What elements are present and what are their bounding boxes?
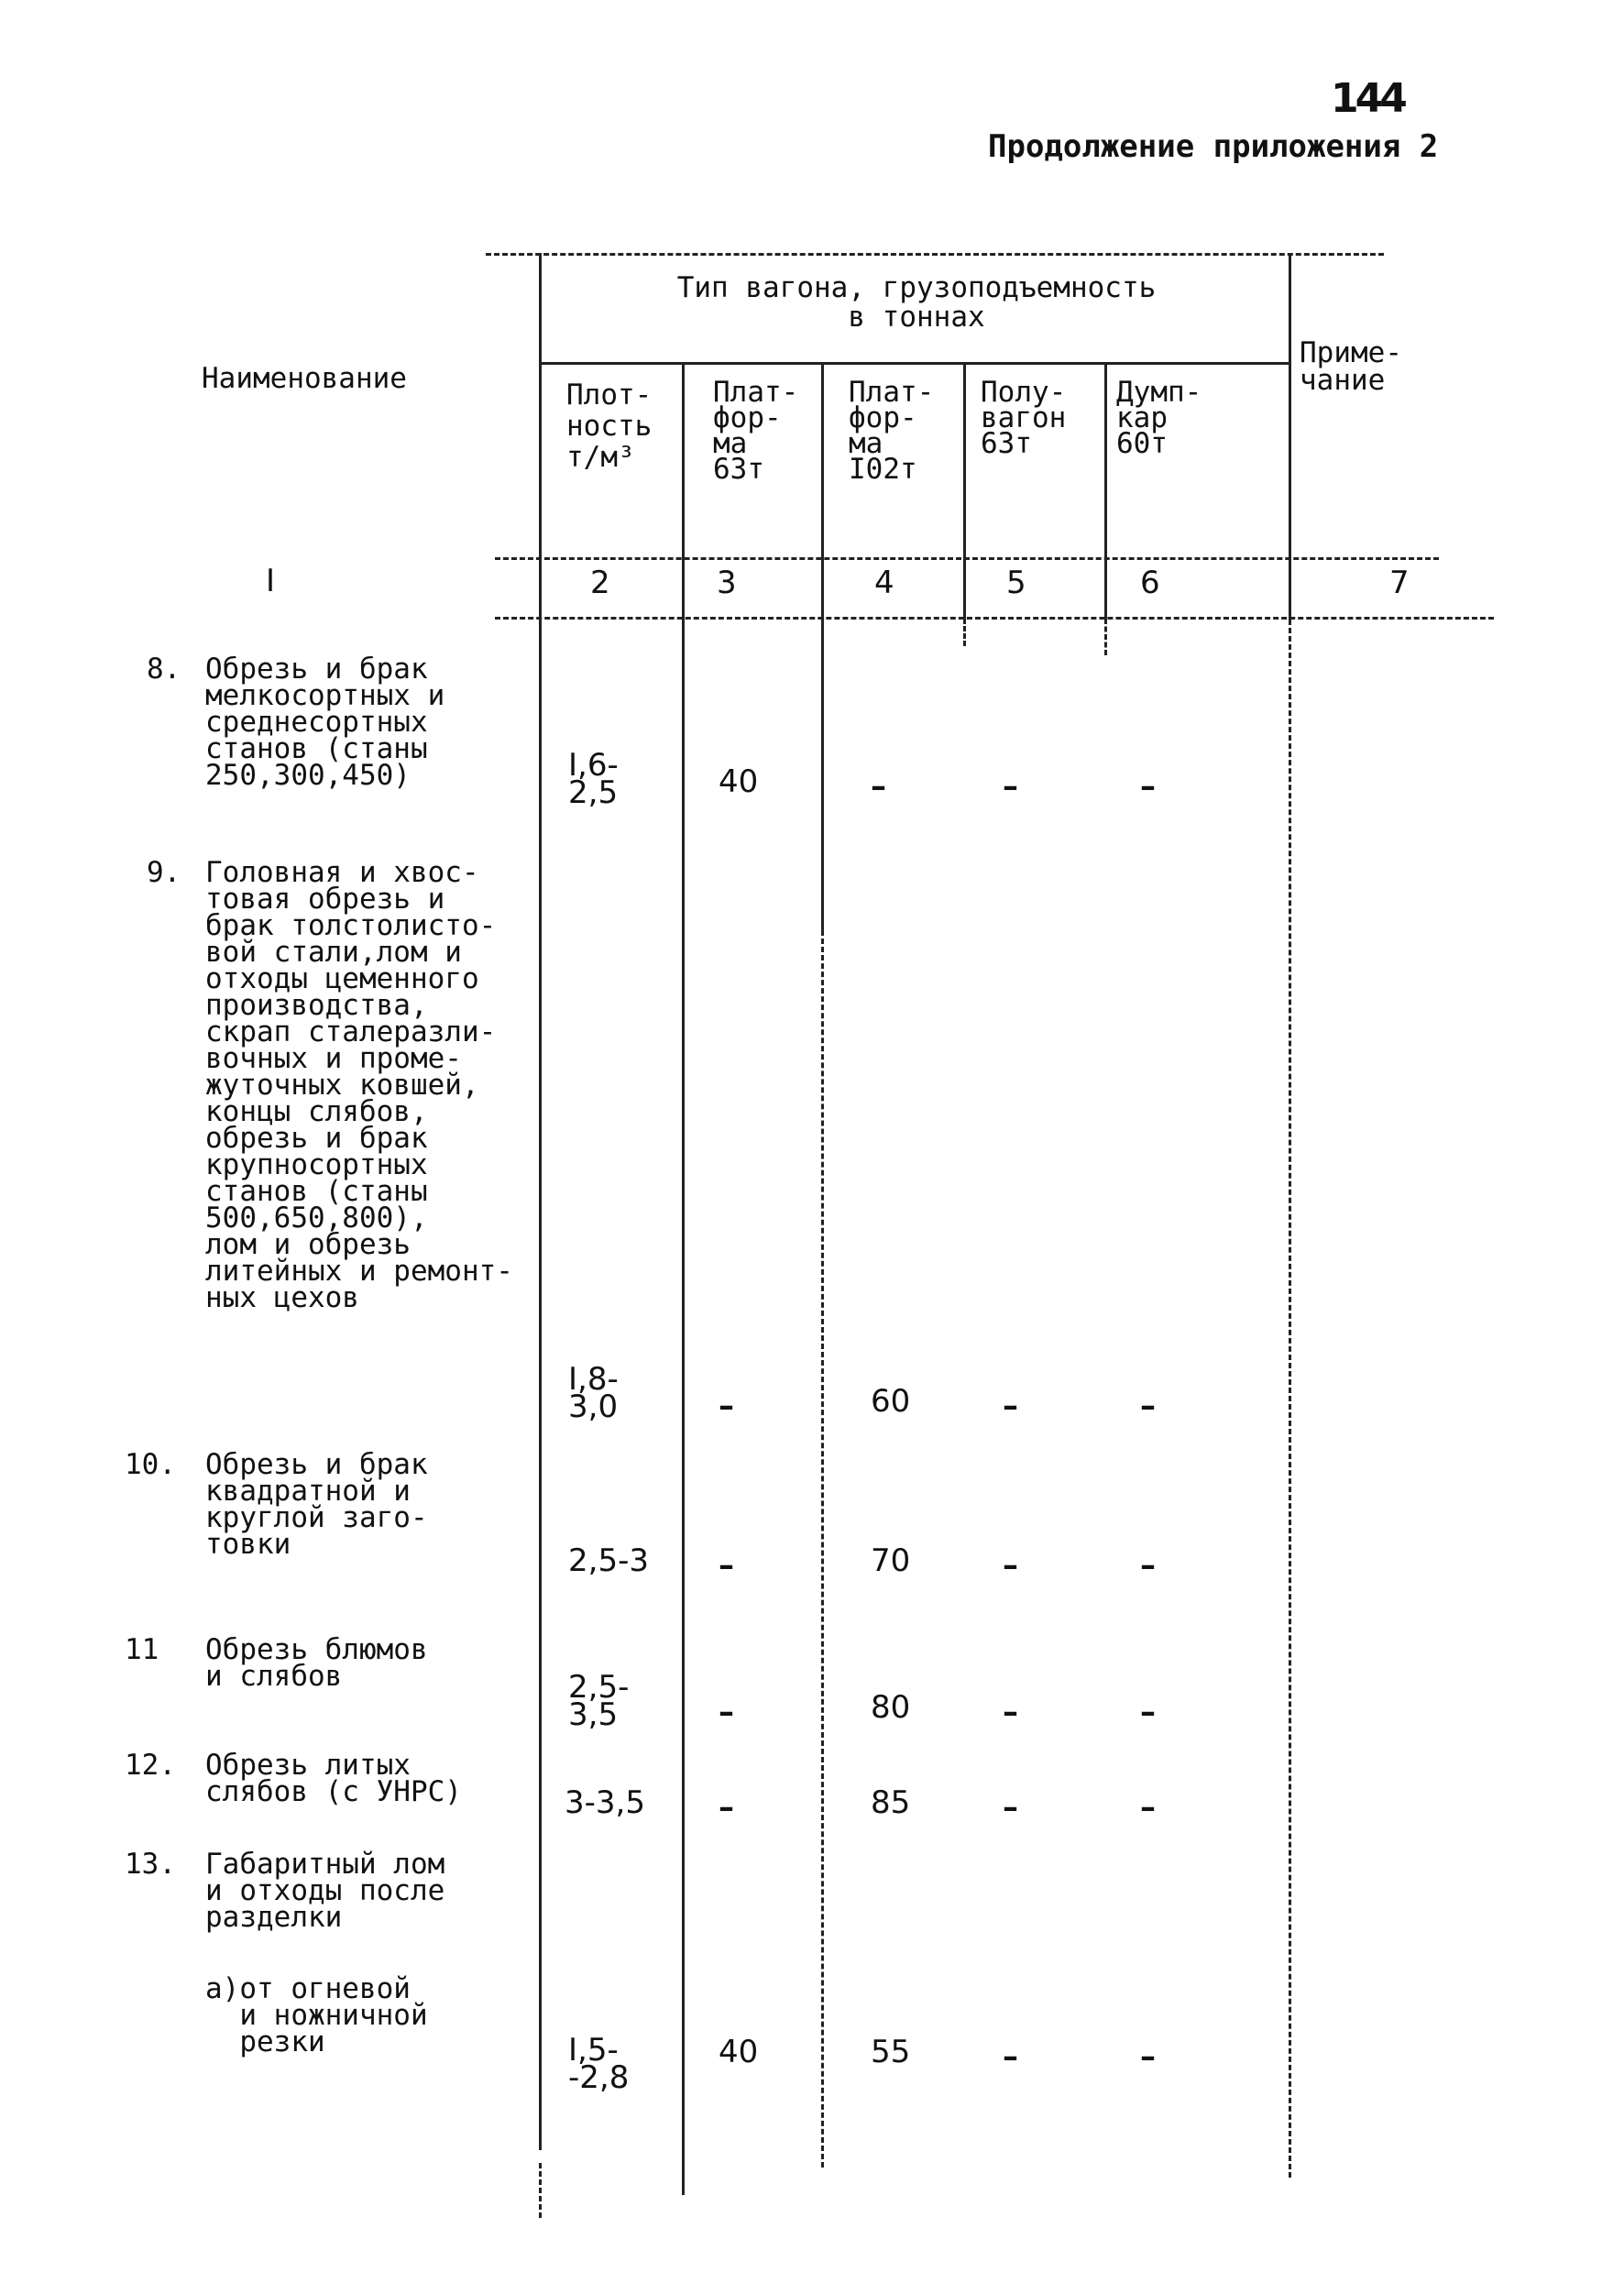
column-header-note: Приме- чание bbox=[1300, 336, 1402, 397]
row-8-density: I,6- 2,5 bbox=[568, 747, 619, 811]
row-11-dumpcar-60: – bbox=[1140, 1694, 1156, 1730]
row-9-name: Головная и хвос- товая обрезь и брак толстолисто- вой стали,лом и отходы цеменного производства, скрап сталеразли- вочных и проме- жуточных ковшей, концы слябов, обрезь и брак крупносортных станов (станы 500,650,800), лом и обрезь литейных и ремонт- ных цехов bbox=[205, 856, 513, 1314]
column-divider-6 bbox=[1289, 253, 1291, 620]
column-number-5: 5 bbox=[1006, 565, 1026, 601]
column-number-7: 7 bbox=[1389, 565, 1410, 601]
column-divider-5 bbox=[1104, 362, 1107, 619]
row-13a-platform-102: 55 bbox=[871, 2034, 911, 2070]
row-10-gondola-63: – bbox=[1003, 1547, 1018, 1584]
column-header-gondola-63: Полу- вагон 63т bbox=[981, 376, 1067, 460]
column-divider-4 bbox=[963, 362, 966, 619]
row-9-platform-63: – bbox=[719, 1388, 734, 1424]
row-12-dumpcar-60: – bbox=[1140, 1789, 1156, 1826]
row-13a-gondola-63: – bbox=[1003, 2038, 1018, 2075]
column-header-platform-63: Плат- фор- ма 63т bbox=[713, 376, 799, 486]
row-8-dumpcar-60: – bbox=[1140, 768, 1156, 805]
column-divider-5b bbox=[1104, 619, 1107, 655]
row-10-platform-102: 70 bbox=[871, 1542, 911, 1579]
row-10-density: 2,5-3 bbox=[568, 1542, 649, 1579]
row-10-platform-63: – bbox=[719, 1547, 734, 1584]
row-11-gondola-63: – bbox=[1003, 1694, 1018, 1730]
number-row-bottom-rule bbox=[495, 617, 1494, 620]
row-13a-dumpcar-60: – bbox=[1140, 2038, 1156, 2075]
header-bottom-rule bbox=[495, 557, 1439, 560]
row-12-name: Обрезь литых слябов (с УНРС) bbox=[205, 1749, 462, 1808]
table-top-rule bbox=[486, 253, 1384, 256]
column-divider-4b bbox=[963, 619, 966, 646]
column-header-density: Плот- ность т/м³ bbox=[566, 379, 653, 474]
row-8-gondola-63: – bbox=[1003, 768, 1018, 805]
document-subtitle: Продолжение приложения 2 bbox=[988, 128, 1439, 165]
row-8-platform-63: 40 bbox=[719, 763, 759, 800]
row-13a-density: I,5- -2,8 bbox=[568, 2032, 630, 2096]
row-10-number: 10. bbox=[125, 1448, 176, 1481]
row-13a-name: а)от огневой и ножничной резки bbox=[205, 1972, 428, 2058]
row-13-name: Габаритный лом и отходы после разделки bbox=[205, 1848, 445, 1934]
row-9-number: 9. bbox=[147, 856, 181, 889]
column-divider-1b bbox=[539, 2163, 542, 2218]
row-9-platform-102: 60 bbox=[871, 1383, 911, 1420]
row-9-dumpcar-60: – bbox=[1140, 1388, 1156, 1424]
row-9-gondola-63: – bbox=[1003, 1388, 1018, 1424]
row-11-platform-102: 80 bbox=[871, 1689, 911, 1726]
column-header-platform-102: Плат- фор- ма I02т bbox=[849, 376, 935, 486]
row-8-platform-102: – bbox=[871, 768, 886, 805]
column-number-2: 2 bbox=[590, 565, 610, 601]
column-divider-6b bbox=[1289, 620, 1291, 2178]
row-8-name: Обрезь и брак мелкосортных и среднесортных станов (станы 250,300,450) bbox=[205, 653, 445, 792]
column-divider-1 bbox=[539, 253, 542, 2150]
row-9-density: I,8- 3,0 bbox=[568, 1361, 619, 1425]
column-number-1: I bbox=[266, 563, 276, 599]
row-11-density: 2,5- 3,5 bbox=[568, 1669, 630, 1733]
column-header-name: Наименование bbox=[202, 362, 407, 395]
column-divider-2 bbox=[682, 362, 685, 2195]
page-number: 144 bbox=[1331, 75, 1404, 122]
row-12-density: 3-3,5 bbox=[565, 1784, 645, 1821]
row-11-name: Обрезь блюмов и слябов bbox=[205, 1633, 428, 1693]
row-12-platform-63: – bbox=[719, 1789, 734, 1826]
column-number-6: 6 bbox=[1140, 565, 1160, 601]
row-13-number: 13. bbox=[125, 1848, 176, 1881]
column-divider-3b bbox=[821, 930, 824, 2168]
row-12-number: 12. bbox=[125, 1749, 176, 1782]
column-group-header: Тип вагона, грузоподъемность в тоннах bbox=[676, 271, 1157, 334]
row-11-platform-63: – bbox=[719, 1694, 734, 1730]
column-header-dumpcar-60: Думп- кар 60т bbox=[1116, 376, 1202, 460]
row-11-number: 11 bbox=[125, 1633, 159, 1666]
row-10-dumpcar-60: – bbox=[1140, 1547, 1156, 1584]
column-number-4: 4 bbox=[874, 565, 894, 601]
row-13a-platform-63: 40 bbox=[719, 2034, 759, 2070]
row-10-name: Обрезь и брак квадратной и круглой заго- товки bbox=[205, 1448, 428, 1561]
column-number-3: 3 bbox=[717, 565, 737, 601]
group-header-rule bbox=[539, 362, 1289, 365]
row-8-number: 8. bbox=[147, 653, 181, 686]
row-12-gondola-63: – bbox=[1003, 1789, 1018, 1826]
column-divider-3 bbox=[821, 362, 824, 930]
row-12-platform-102: 85 bbox=[871, 1784, 911, 1821]
